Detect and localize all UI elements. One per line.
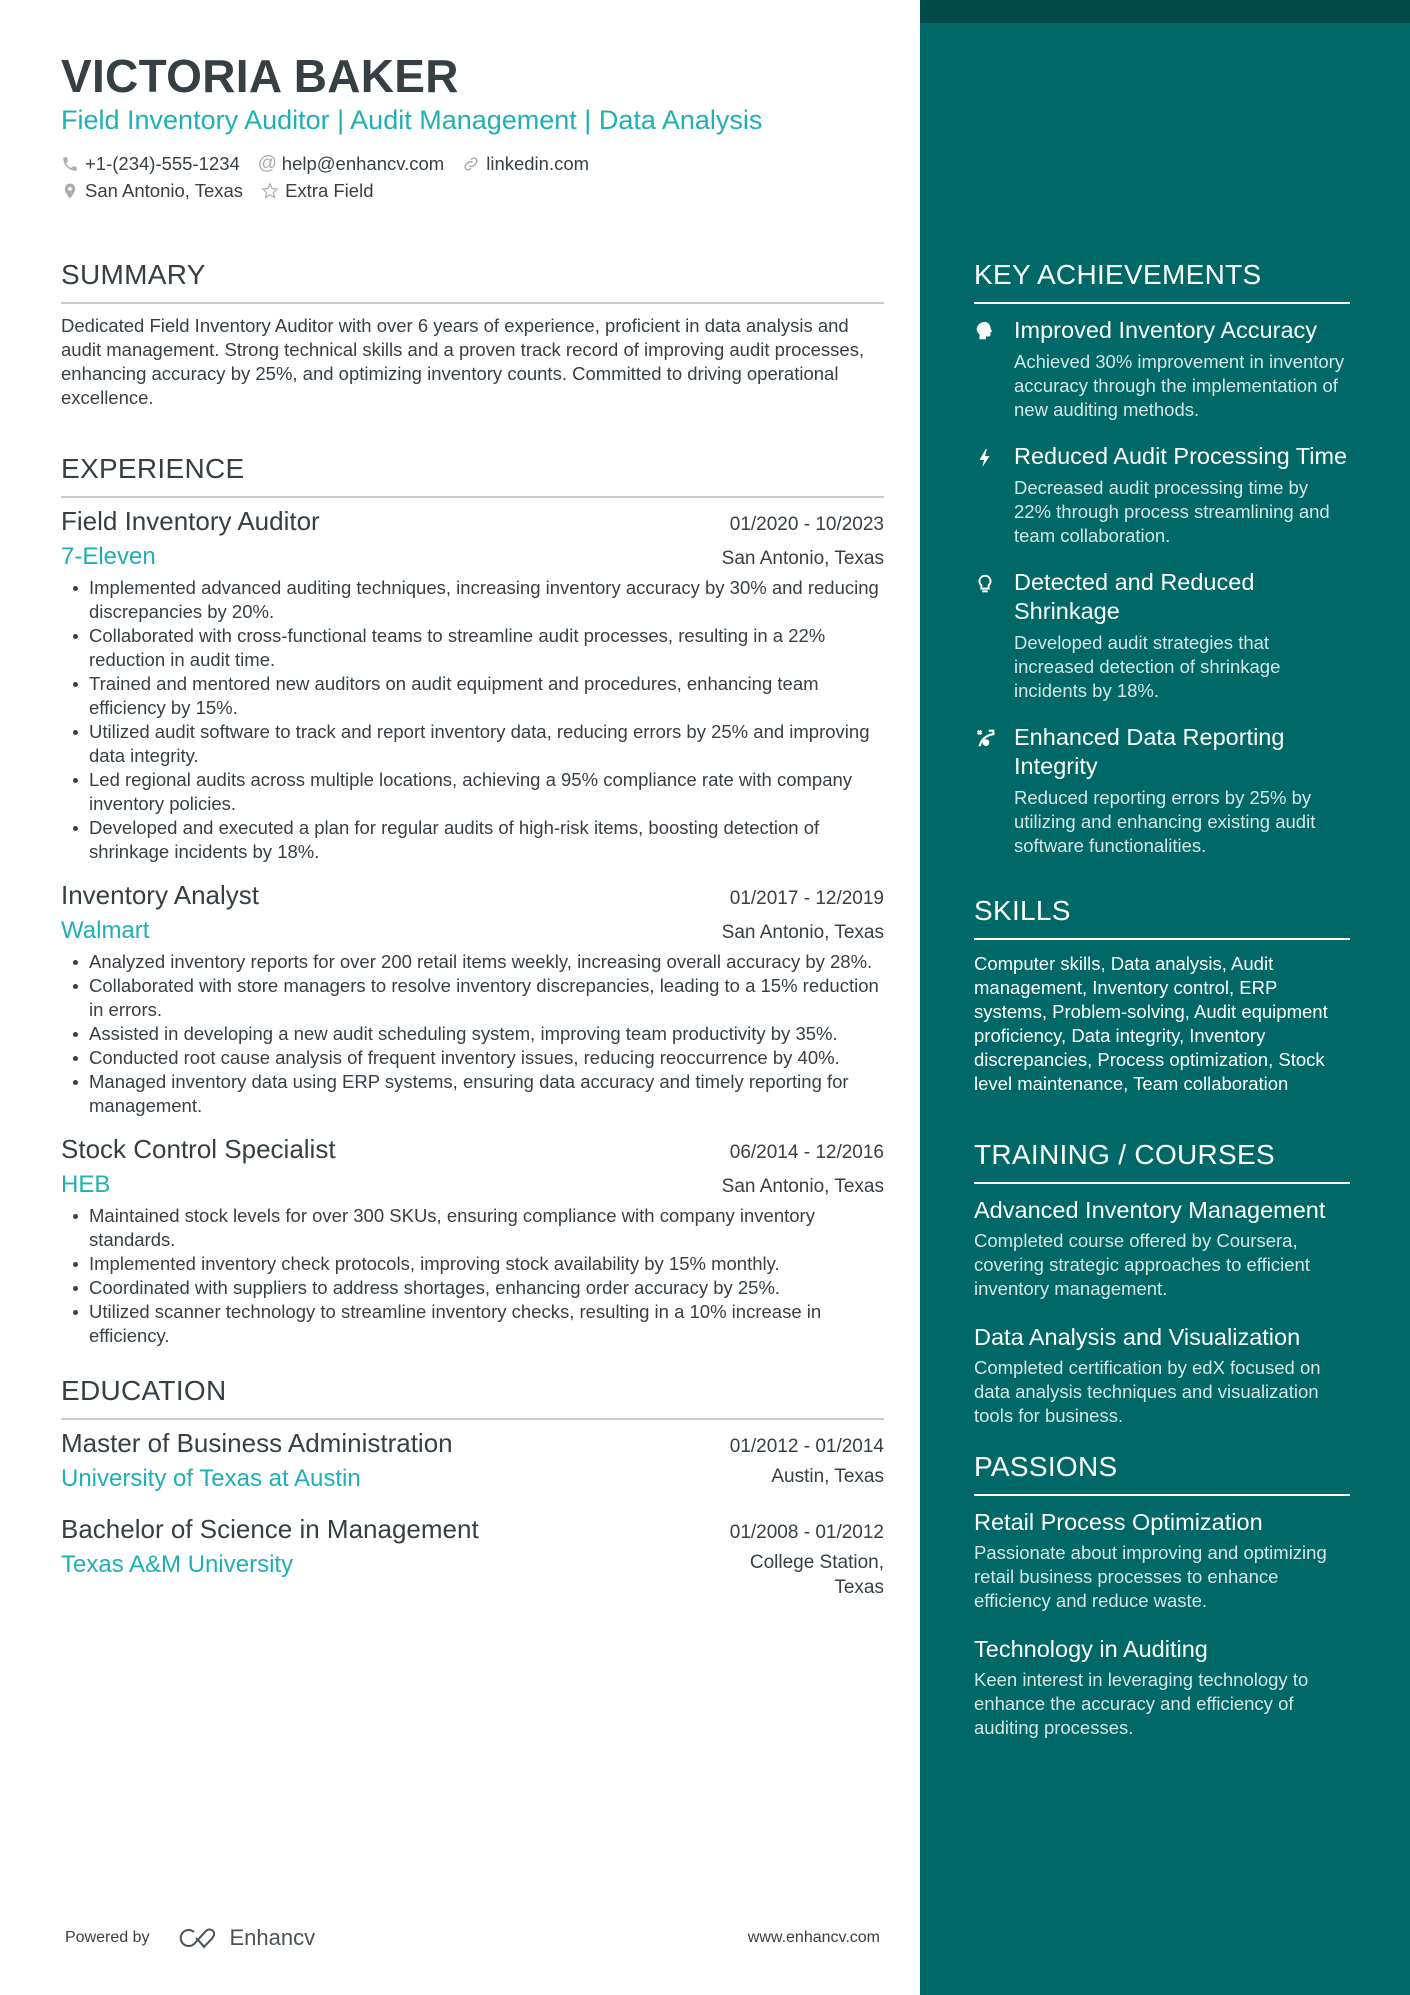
headline: Field Inventory Auditor | Audit Management | Data Analysis [61, 105, 763, 135]
achievement-desc: Developed audit strategies that increased detection of shrinkage incidents by 18%. [1014, 632, 1281, 701]
lightbulb-icon [974, 568, 1014, 703]
bullet-item: Coordinated with suppliers to address shortages, enhancing order accuracy by 25%. [61, 1276, 884, 1300]
bullet-item: Assisted in developing a new audit scheduling system, improving team productivity by 35%. [61, 1022, 884, 1046]
bullet-item: Conducted root cause analysis of frequent inventory issues, reducing reoccurrence by 40%. [61, 1046, 884, 1070]
training-section [974, 1138, 1350, 1428]
brain-icon [974, 316, 1014, 422]
candidate-name: VICTORIA BAKER [61, 50, 459, 102]
summary-section [61, 258, 884, 410]
job-location: San Antonio, Texas [721, 1176, 884, 1197]
company-name[interactable]: 7-Eleven [61, 543, 156, 570]
experience-section [61, 452, 884, 1348]
sidebar-top-strip [920, 0, 1410, 23]
training-heading: TRAINING / COURSES [974, 1138, 1350, 1184]
footer-url[interactable]: www.enhancv.com [747, 1929, 880, 1946]
location-icon [61, 182, 79, 200]
job-entry [61, 878, 884, 1118]
achievement-title: Enhanced Data Reporting Integrity [1014, 724, 1285, 779]
passions-item-title: Technology in Auditing [974, 1636, 1208, 1662]
training-item [974, 1196, 1350, 1301]
job-dates: 01/2017 - 12/2019 [729, 888, 884, 909]
degree: Bachelor of Science in Management [61, 1514, 479, 1544]
education-heading: EDUCATION [61, 1374, 884, 1420]
strategy-icon [974, 723, 1014, 858]
bullet-item: Led regional audits across multiple locations, achieving a 95% compliance rate with company inventory policies. [61, 768, 884, 816]
powered-by: Powered by [65, 1929, 150, 1946]
passions-item-desc: Keen interest in leveraging technology to enhance the accuracy and efficiency of auditing processes. [974, 1669, 1309, 1738]
bullet-item: Collaborated with store managers to resolve inventory discrepancies, leading to a 15% reduction in errors. [61, 974, 884, 1022]
achievement-title: Reduced Audit Processing Time [1014, 443, 1348, 469]
job-location: San Antonio, Texas [721, 548, 884, 569]
job-bullets [61, 950, 884, 1118]
passions-section [974, 1450, 1350, 1740]
job-bullets [61, 1204, 884, 1348]
passions-item [974, 1635, 1350, 1740]
achievement-item [974, 568, 1350, 703]
achievement-title: Detected and Reduced Shrinkage [1014, 569, 1255, 624]
edu-location: College Station, Texas [749, 1552, 884, 1598]
bolt-icon [974, 442, 1014, 548]
sidebar [920, 0, 1410, 1995]
education-section [61, 1374, 884, 1600]
email[interactable]: help@enhancv.com [281, 153, 445, 174]
bullet-item: Utilized audit software to track and report inventory data, reducing errors by 25% and improving data integrity. [61, 720, 884, 768]
extra-field: Extra Field [285, 180, 374, 201]
bullet-item: Developed and executed a plan for regular audits of high-risk items, boosting detection of shrinkage incidents by 18%. [61, 816, 884, 864]
achievement-desc: Achieved 30% improvement in inventory accuracy through the implementation of new auditing methods. [1014, 351, 1345, 420]
contact-info [61, 150, 884, 204]
at-icon: @ [257, 152, 278, 174]
company-name[interactable]: Walmart [61, 917, 150, 944]
passions-item-title: Retail Process Optimization [974, 1509, 1263, 1535]
achievement-desc: Decreased audit processing time by 22% through process streamlining and team collaboration. [1014, 477, 1330, 546]
edu-dates: 01/2012 - 01/2014 [729, 1436, 884, 1457]
bullet-item: Trained and mentored new auditors on audit equipment and procedures, enhancing team efficiency by 15%. [61, 672, 884, 720]
phone-icon [61, 155, 79, 173]
training-item [974, 1323, 1350, 1428]
bullet-item: Managed inventory data using ERP systems, ensuring data accuracy and timely reporting for management. [61, 1070, 884, 1118]
edu-location: Austin, Texas [771, 1466, 884, 1487]
summary-heading: SUMMARY [61, 258, 884, 304]
brand-name: Enhancv [229, 1925, 316, 1950]
job-entry [61, 1132, 884, 1348]
achievement-title: Improved Inventory Accuracy [1014, 317, 1318, 343]
bullet-item: Collaborated with cross-functional teams to streamline audit processes, resulting in a 22% reduction in audit time. [61, 624, 884, 672]
link-icon [462, 155, 480, 173]
achievement-item [974, 442, 1350, 548]
enhancv-logo-icon [176, 1926, 222, 1950]
edu-dates: 01/2008 - 01/2012 [729, 1522, 884, 1543]
phone[interactable]: +1-(234)-555-1234 [85, 153, 240, 174]
experience-heading: EXPERIENCE [61, 452, 884, 498]
enhancv-logo[interactable] [176, 1925, 316, 1951]
job-bullets [61, 576, 884, 864]
degree: Master of Business Administration [61, 1428, 453, 1458]
job-title: Stock Control Specialist [61, 1134, 336, 1164]
education-entry [61, 1512, 884, 1600]
job-dates: 01/2020 - 10/2023 [729, 514, 884, 535]
skills-text: Computer skills, Data analysis, Audit management, Inventory control, ERP systems, Problem-solving, Audit equipment proficiency, Data integrity, Inventory discrepancies, Process optimization, Stock level maintenance, Team collaboration [974, 953, 1328, 1094]
training-item-title: Data Analysis and Visualization [974, 1324, 1301, 1350]
bullet-item: Implemented advanced auditing techniques, increasing inventory accuracy by 30% and reducing discrepancies by 20%. [61, 576, 884, 624]
bullet-item: Implemented inventory check protocols, improving stock availability by 15% monthly. [61, 1252, 884, 1276]
achievement-desc: Reduced reporting errors by 25% by utilizing and enhancing existing audit software functionalities. [1014, 787, 1316, 856]
skills-heading: SKILLS [974, 894, 1350, 940]
school-name[interactable]: University of Texas at Austin [61, 1465, 361, 1492]
location: San Antonio, Texas [85, 180, 244, 201]
achievements-heading: KEY ACHIEVEMENTS [974, 258, 1350, 304]
job-dates: 06/2014 - 12/2016 [729, 1142, 884, 1163]
passions-item-desc: Passionate about improving and optimizing retail business processes to enhance efficiency and reduce waste. [974, 1542, 1327, 1611]
job-entry [61, 504, 884, 864]
job-location: San Antonio, Texas [721, 922, 884, 943]
education-entry [61, 1426, 884, 1498]
company-name[interactable]: HEB [61, 1171, 111, 1198]
achievement-item [974, 316, 1350, 422]
training-item-desc: Completed course offered by Coursera, covering strategic approaches to efficient inventory management. [974, 1230, 1310, 1299]
passions-item [974, 1508, 1350, 1613]
job-title: Field Inventory Auditor [61, 506, 320, 536]
bullet-item: Analyzed inventory reports for over 200 retail items weekly, increasing overall accuracy by 28%. [61, 950, 884, 974]
main-column [61, 48, 884, 1614]
bullet-item: Utilized scanner technology to streamline inventory checks, resulting in a 10% increase in efficiency. [61, 1300, 884, 1348]
passions-heading: PASSIONS [974, 1450, 1350, 1496]
linkedin[interactable]: linkedin.com [486, 153, 590, 174]
job-title: Inventory Analyst [61, 880, 259, 910]
footer [65, 1925, 880, 1951]
school-name[interactable]: Texas A&M University [61, 1551, 294, 1578]
skills-section [974, 894, 1350, 1096]
star-icon [261, 182, 279, 200]
achievement-item [974, 723, 1350, 858]
summary-text: Dedicated Field Inventory Auditor with over 6 years of experience, proficient in data analysis and audit management. Strong technical skills and a proven track record of improving audit processes, enhancing accuracy by 25%, and optimizing inventory counts. Committed to driving operational excellence. [61, 315, 865, 408]
training-item-title: Advanced Inventory Management [974, 1197, 1326, 1223]
bullet-item: Maintained stock levels for over 300 SKUs, ensuring compliance with company inventory standards. [61, 1204, 884, 1252]
training-item-desc: Completed certification by edX focused on data analysis techniques and visualization tools for business. [974, 1357, 1321, 1426]
